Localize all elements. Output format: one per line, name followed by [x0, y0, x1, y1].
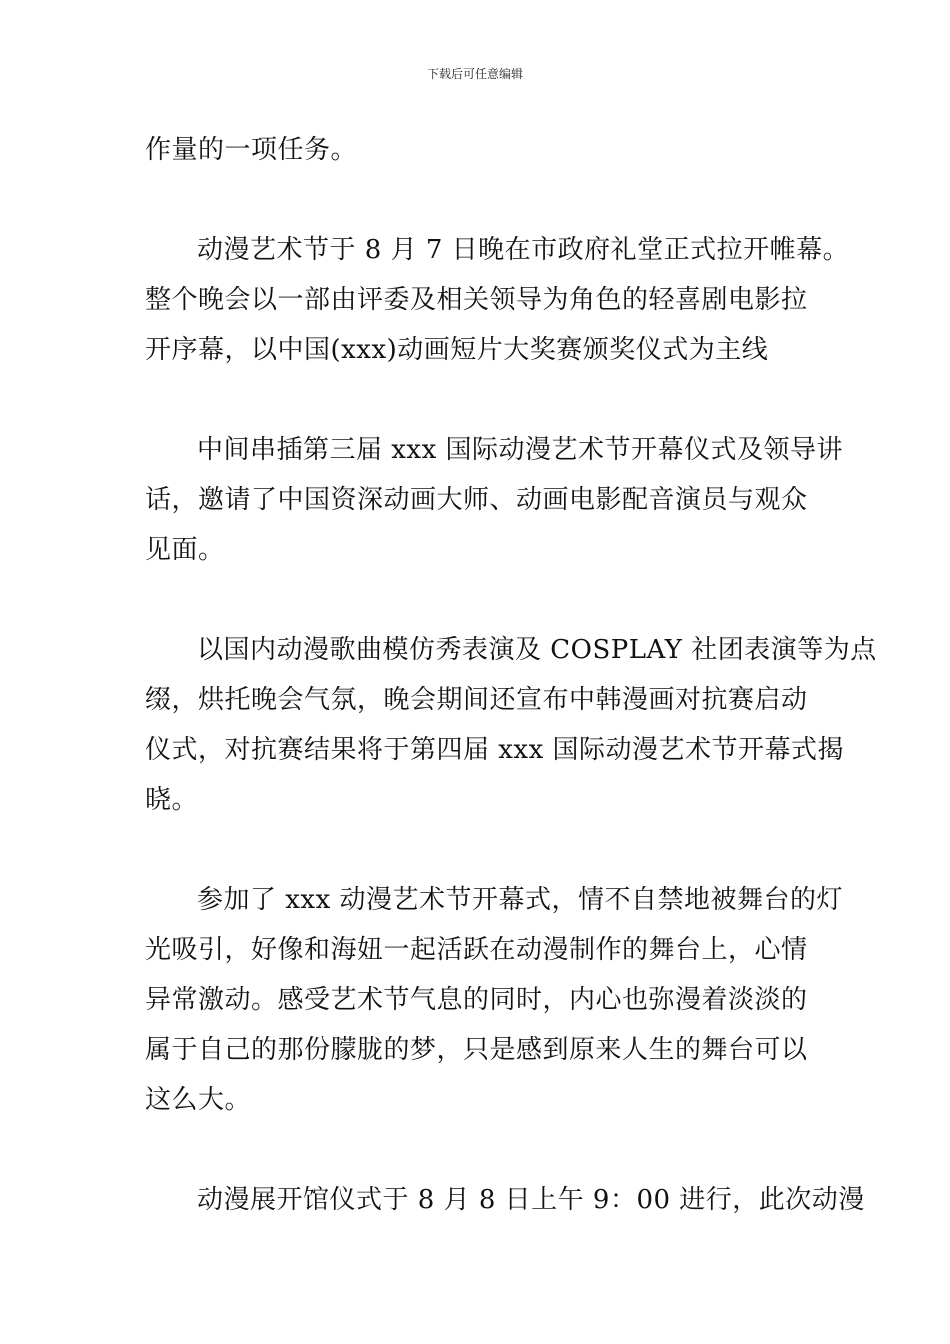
- paragraph-line: 动漫展开馆仪式于 8 月 8 日上午 9：00 进行，此次动漫: [197, 1185, 865, 1215]
- paragraph-gap: [145, 1125, 810, 1175]
- paragraph-line: 参加了 xxx 动漫艺术节开幕式，情不自禁地被舞台的灯: [197, 885, 844, 915]
- paragraph-line: 光吸引，好像和海妞一起活跃在动漫制作的舞台上，心情: [145, 935, 808, 965]
- paragraph-6: [145, 1175, 865, 1225]
- paragraph-line: 晓。: [145, 785, 199, 815]
- paragraph-gap: [145, 175, 810, 225]
- paragraph-line: 话，邀请了中国资深动画大师、动画电影配音演员与观众: [145, 485, 808, 515]
- paragraph-2: [145, 225, 850, 375]
- paragraph-line: 这么大。: [145, 1085, 252, 1115]
- paragraph-1: [145, 125, 810, 175]
- paragraph-line: 见面。: [145, 535, 225, 565]
- paragraph-line: 缀，烘托晚会气氛，晚会期间还宣布中韩漫画对抗赛启动: [145, 685, 808, 715]
- paragraph-line: 异常激动。感受艺术节气息的同时，内心也弥漫着淡淡的: [145, 985, 808, 1015]
- paragraph-line: 开序幕，以中国(xxx)动画短片大奖赛颁奖仪式为主线: [145, 335, 769, 365]
- paragraph-gap: [145, 825, 810, 875]
- document-body: [145, 125, 877, 1225]
- page-header: 下载后可任意编辑: [426, 67, 523, 81]
- paragraph-line: 整个晚会以一部由评委及相关领导为角色的轻喜剧电影拉: [145, 285, 808, 315]
- paragraph-line: 动漫艺术节于 8 月 7 日晚在市政府礼堂正式拉开帷幕。: [197, 235, 850, 265]
- paragraph-5: [145, 875, 844, 1125]
- paragraph-4: [145, 625, 877, 825]
- paragraph-line: 以国内动漫歌曲模仿秀表演及 COSPLAY 社团表演等为点: [197, 635, 877, 665]
- paragraph-3: [145, 425, 844, 575]
- paragraph-line: 仪式，对抗赛结果将于第四届 xxx 国际动漫艺术节开幕式揭: [145, 735, 845, 765]
- paragraph-gap: [145, 575, 810, 625]
- paragraph-line: 中间串插第三届 xxx 国际动漫艺术节开幕仪式及领导讲: [197, 435, 844, 465]
- paragraph-line: 作量的一项任务。: [145, 135, 358, 165]
- paragraph-line: 属于自己的那份朦胧的梦，只是感到原来人生的舞台可以: [145, 1035, 808, 1065]
- paragraph-gap: [145, 375, 810, 425]
